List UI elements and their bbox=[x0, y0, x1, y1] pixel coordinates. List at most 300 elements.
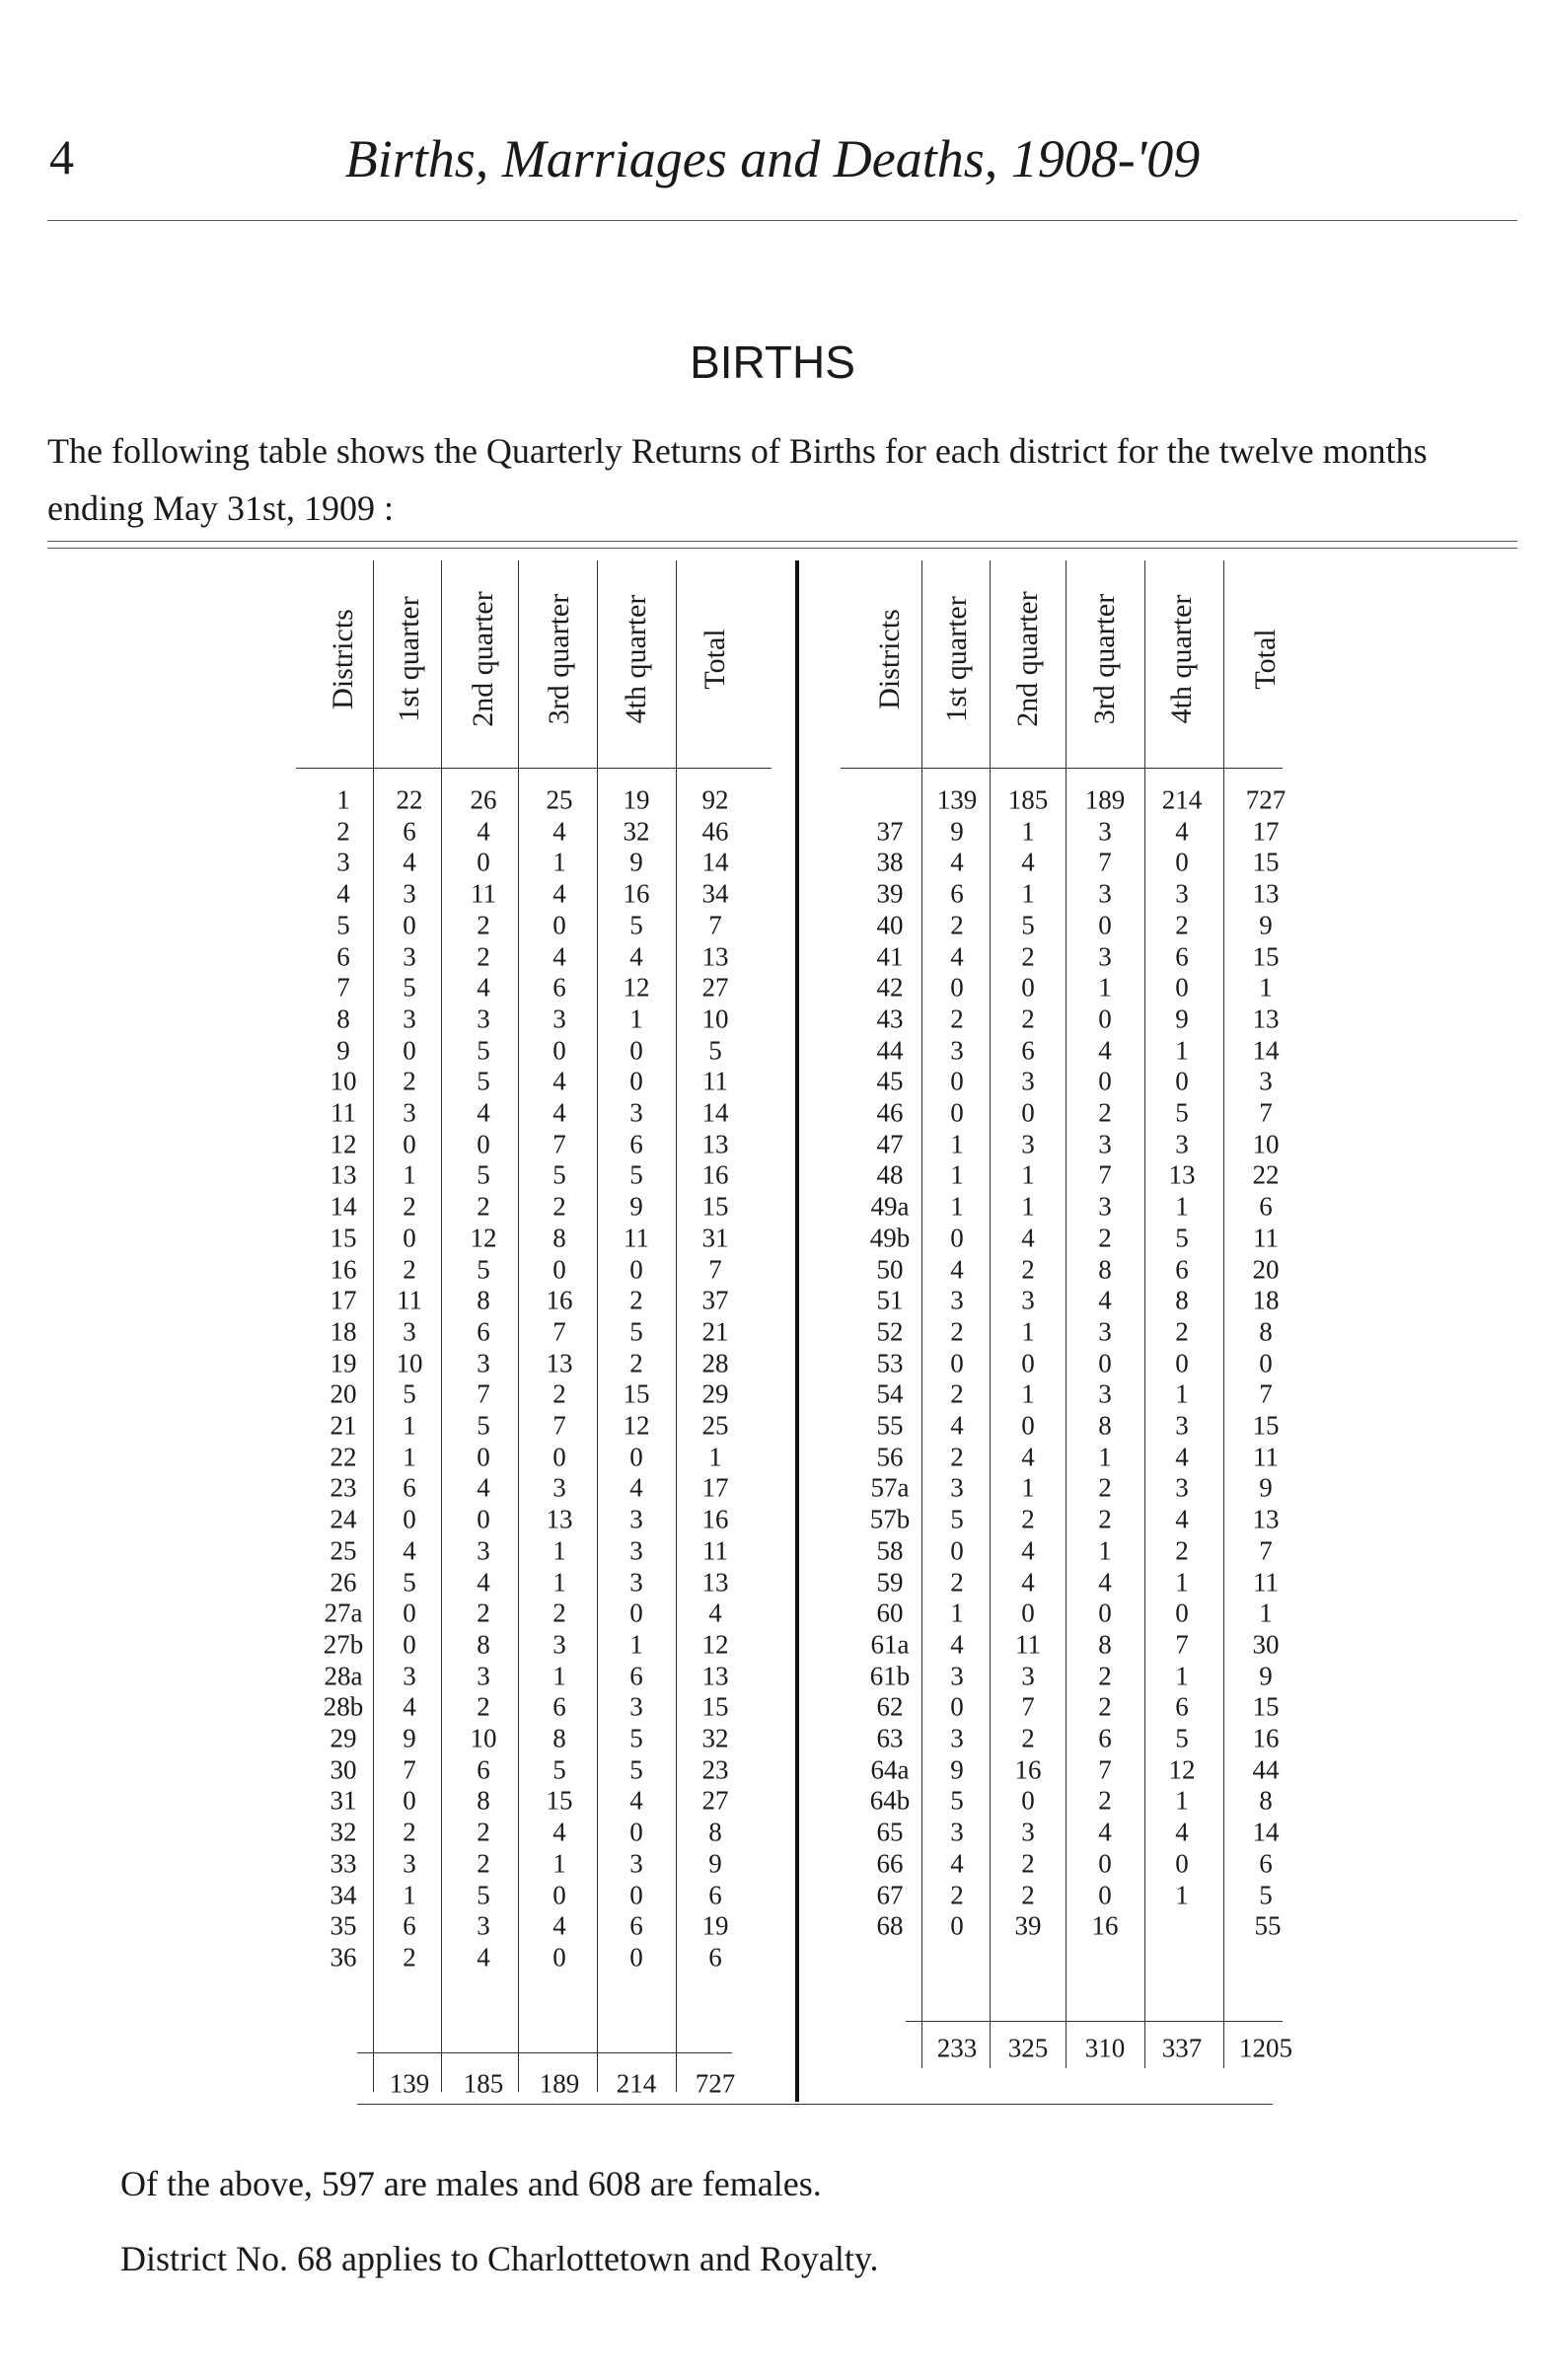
table-cell: 3 bbox=[950, 1723, 964, 1753]
table-cell: 8 bbox=[1098, 1410, 1112, 1441]
table-cell: 0 bbox=[1021, 1410, 1035, 1441]
table-cell: 8 bbox=[1259, 1316, 1273, 1347]
column-total: 185 bbox=[463, 2068, 504, 2099]
table-cell: 44 bbox=[1252, 1754, 1280, 1785]
table-cell: 3 bbox=[403, 941, 416, 971]
table-cell: 31 bbox=[701, 1223, 729, 1253]
district-label: 4 bbox=[336, 878, 350, 909]
column-divider bbox=[441, 560, 442, 2092]
table-cell: 0 bbox=[403, 1223, 416, 1253]
table-cell: 16 bbox=[546, 1285, 573, 1315]
table-cell: 0 bbox=[1021, 972, 1035, 1003]
district-label: 28a bbox=[324, 1661, 363, 1691]
table-cell: 0 bbox=[1175, 847, 1189, 877]
table-cell: 6 bbox=[477, 1754, 490, 1785]
table-cell: 4 bbox=[1021, 847, 1035, 877]
table-cell: 6 bbox=[552, 1691, 566, 1722]
table-cell: 4 bbox=[403, 847, 416, 877]
table-cell: 5 bbox=[477, 1410, 490, 1441]
table-cell: 10 bbox=[701, 1004, 729, 1034]
district-label: 50 bbox=[876, 1254, 904, 1284]
table-cell: 7 bbox=[1259, 1378, 1273, 1409]
table-cell: 13 bbox=[701, 1567, 729, 1597]
district-label: 38 bbox=[876, 847, 904, 877]
table-cell: 13 bbox=[546, 1504, 573, 1534]
district-label: 8 bbox=[336, 1004, 350, 1034]
table-cell: 2 bbox=[477, 1191, 490, 1222]
table-cell: 1 bbox=[950, 1598, 964, 1628]
district-label: 52 bbox=[876, 1316, 904, 1347]
table-cell: 0 bbox=[950, 1097, 964, 1128]
table-cell: 2 bbox=[1021, 1504, 1035, 1534]
district-label: 16 bbox=[330, 1254, 357, 1284]
table-cell: 0 bbox=[950, 972, 964, 1003]
table-cell: 1 bbox=[1259, 1598, 1273, 1628]
table-cell: 21 bbox=[701, 1316, 729, 1347]
district-label: 2 bbox=[336, 816, 350, 847]
district-label: 59 bbox=[876, 1567, 904, 1597]
district-label: 32 bbox=[330, 1817, 357, 1847]
table-cell: 4 bbox=[950, 1254, 964, 1284]
table-cell: 3 bbox=[403, 1661, 416, 1691]
table-cell: 13 bbox=[546, 1348, 573, 1378]
district-label: 57b bbox=[869, 1504, 911, 1534]
table-cell: 11 bbox=[471, 878, 496, 909]
table-cell: 4 bbox=[477, 972, 490, 1003]
table-cell: 0 bbox=[552, 1880, 566, 1909]
table-cell: 4 bbox=[1098, 1035, 1112, 1066]
table-cell: 14 bbox=[701, 847, 729, 877]
district-label: 63 bbox=[876, 1723, 904, 1753]
table-cell: 1 bbox=[950, 1159, 964, 1190]
table-cell: 2 bbox=[477, 1691, 490, 1722]
column-header-left: 2nd quarter bbox=[467, 591, 499, 727]
table-cell: 0 bbox=[403, 910, 416, 940]
table-cell: 5 bbox=[629, 1316, 643, 1347]
table-cell: 1 bbox=[1098, 1535, 1112, 1566]
table-cell: 16 bbox=[1091, 1910, 1119, 1941]
table-cell: 4 bbox=[950, 941, 964, 971]
table-cell: 0 bbox=[629, 1942, 643, 1972]
table-cell: 3 bbox=[552, 1629, 566, 1660]
table-cell: 13 bbox=[1252, 878, 1280, 909]
district-label: 21 bbox=[330, 1410, 357, 1441]
table-cell: 3 bbox=[1098, 941, 1112, 971]
table-cell: 3 bbox=[1021, 1066, 1035, 1096]
table-cell: 5 bbox=[477, 1159, 490, 1190]
table-cell: 2 bbox=[950, 1316, 964, 1347]
table-cell: 14 bbox=[1252, 1817, 1280, 1847]
table-cell: 23 bbox=[701, 1754, 729, 1785]
table-cell: 1 bbox=[403, 1442, 416, 1472]
table-cell: 1 bbox=[1021, 878, 1035, 909]
column-divider bbox=[518, 560, 519, 2092]
table-cell: 3 bbox=[1098, 1191, 1112, 1222]
totals-rule-left bbox=[357, 2052, 732, 2053]
table-cell: 8 bbox=[477, 1285, 490, 1315]
table-cell: 0 bbox=[629, 1254, 643, 1284]
district-label: 5 bbox=[336, 910, 350, 940]
table-cell: 2 bbox=[403, 1817, 416, 1847]
table-cell: 0 bbox=[950, 1691, 964, 1722]
table-cell: 3 bbox=[1098, 1129, 1112, 1159]
district-label: 49a bbox=[870, 1191, 910, 1222]
table-cell: 3 bbox=[477, 1535, 490, 1566]
table-cell: 0 bbox=[477, 1442, 490, 1472]
district-label: 40 bbox=[876, 910, 904, 940]
column-divider bbox=[1066, 560, 1067, 2068]
table-cell: 6 bbox=[629, 1661, 643, 1691]
table-cell: 8 bbox=[708, 1817, 722, 1847]
column-header-left: Districts bbox=[327, 609, 359, 709]
district-label: 49b bbox=[869, 1223, 911, 1253]
table-cell: 22 bbox=[1252, 1159, 1280, 1190]
column-total: 325 bbox=[1007, 2033, 1049, 2063]
table-cell: 9 bbox=[950, 816, 964, 847]
table-cell: 15 bbox=[1252, 847, 1280, 877]
district-label: 3 bbox=[336, 847, 350, 877]
district-label: 43 bbox=[876, 1004, 904, 1034]
table-cell: 1 bbox=[1021, 1472, 1035, 1503]
table-cell: 4 bbox=[403, 1691, 416, 1722]
table-cell: 11 bbox=[702, 1535, 728, 1566]
center-divider bbox=[795, 560, 799, 2102]
table-cell: 9 bbox=[1259, 1472, 1273, 1503]
table-cell: 9 bbox=[950, 1754, 964, 1785]
district-label: 1 bbox=[336, 784, 350, 815]
district-label: 46 bbox=[876, 1097, 904, 1128]
table-cell: 2 bbox=[403, 1942, 416, 1972]
table-cell: 2 bbox=[552, 1191, 566, 1222]
table-cell: 19 bbox=[701, 1910, 729, 1941]
district-label: 41 bbox=[876, 941, 904, 971]
table-cell: 15 bbox=[1252, 941, 1280, 971]
district-label: 64a bbox=[870, 1754, 910, 1785]
table-cell: 0 bbox=[1098, 1880, 1112, 1909]
table-cell: 0 bbox=[1098, 1598, 1112, 1628]
district-label: 6 bbox=[336, 941, 350, 971]
table-cell: 15 bbox=[546, 1785, 573, 1816]
table-cell: 6 bbox=[708, 1880, 722, 1909]
table-cell: 9 bbox=[403, 1723, 416, 1753]
table-cell: 2 bbox=[1021, 941, 1035, 971]
table-cell: 0 bbox=[629, 1598, 643, 1628]
table-cell: 8 bbox=[1175, 1285, 1189, 1315]
table-cell: 11 bbox=[1253, 1223, 1279, 1253]
table-cell: 5 bbox=[1259, 1880, 1273, 1909]
district-label: 17 bbox=[330, 1285, 357, 1315]
table-cell: 4 bbox=[552, 941, 566, 971]
table-cell: 0 bbox=[1098, 1348, 1112, 1378]
table-cell: 6 bbox=[1259, 1848, 1273, 1879]
table-cell: 13 bbox=[701, 1661, 729, 1691]
table-cell: 13 bbox=[701, 941, 729, 971]
table-cell: 8 bbox=[552, 1723, 566, 1753]
table-cell: 11 bbox=[397, 1285, 422, 1315]
table-cell: 15 bbox=[623, 1378, 650, 1409]
table-cell: 26 bbox=[470, 784, 497, 815]
district-label: 26 bbox=[330, 1567, 357, 1597]
district-label: 53 bbox=[876, 1348, 904, 1378]
table-cell: 4 bbox=[629, 1472, 643, 1503]
table-cell: 13 bbox=[1252, 1504, 1280, 1534]
table-cell: 727 bbox=[1245, 784, 1287, 815]
district-label: 48 bbox=[876, 1159, 904, 1190]
table-cell: 1 bbox=[1021, 1316, 1035, 1347]
table-cell: 29 bbox=[701, 1378, 729, 1409]
district-label: 20 bbox=[330, 1378, 357, 1409]
district-label: 61a bbox=[870, 1629, 910, 1660]
table-cell: 5 bbox=[950, 1785, 964, 1816]
table-cell: 6 bbox=[629, 1910, 643, 1941]
table-cell: 0 bbox=[552, 1254, 566, 1284]
table-cell: 10 bbox=[396, 1348, 423, 1378]
table-cell: 2 bbox=[1175, 1316, 1189, 1347]
table-cell: 2 bbox=[1098, 1785, 1112, 1816]
table-cell: 0 bbox=[1098, 1004, 1112, 1034]
table-cell: 8 bbox=[552, 1223, 566, 1253]
table-cell: 7 bbox=[552, 1316, 566, 1347]
table-cell: 0 bbox=[950, 1535, 964, 1566]
table-cell: 4 bbox=[403, 1535, 416, 1566]
table-cell: 3 bbox=[1098, 816, 1112, 847]
table-cell: 1 bbox=[1175, 1785, 1189, 1816]
running-head: Births, Marriages and Deaths, 1908-'09 bbox=[344, 129, 1201, 188]
table-cell: 1 bbox=[1175, 1035, 1189, 1066]
district-label: 47 bbox=[876, 1129, 904, 1159]
table-cell: 0 bbox=[403, 1504, 416, 1534]
table-cell: 2 bbox=[477, 941, 490, 971]
district-label: 28b bbox=[323, 1691, 364, 1722]
district-label: 14 bbox=[330, 1191, 357, 1222]
column-header-left: 3rd quarter bbox=[543, 593, 575, 725]
column-total: 139 bbox=[389, 2068, 430, 2099]
table-cell: 10 bbox=[470, 1723, 497, 1753]
table-cell: 0 bbox=[552, 1942, 566, 1972]
district-label: 31 bbox=[330, 1785, 357, 1816]
table-cell: 13 bbox=[1252, 1004, 1280, 1034]
note-district-68: District No. 68 applies to Charlottetown and Royalty. bbox=[120, 2239, 879, 2278]
table-cell: 5 bbox=[403, 1567, 416, 1597]
table-cell: 0 bbox=[403, 1785, 416, 1816]
table-cell: 3 bbox=[1175, 1129, 1189, 1159]
table-cell: 16 bbox=[623, 878, 650, 909]
table-cell: 3 bbox=[629, 1535, 643, 1566]
table-cell: 0 bbox=[552, 1442, 566, 1472]
table-cell: 2 bbox=[1098, 1223, 1112, 1253]
table-cell: 4 bbox=[950, 847, 964, 877]
table-cell: 0 bbox=[1175, 1848, 1189, 1879]
table-cell: 1 bbox=[1175, 1567, 1189, 1597]
table-cell: 4 bbox=[1021, 1223, 1035, 1253]
column-divider bbox=[597, 560, 598, 2092]
table-cell: 3 bbox=[1021, 1661, 1035, 1691]
table-cell: 14 bbox=[1252, 1035, 1280, 1066]
table-cell: 5 bbox=[403, 1378, 416, 1409]
table-cell: 4 bbox=[1021, 1567, 1035, 1597]
table-cell: 2 bbox=[477, 1817, 490, 1847]
table-cell: 0 bbox=[1021, 1097, 1035, 1128]
table-cell: 3 bbox=[552, 1004, 566, 1034]
table-cell: 6 bbox=[1175, 1691, 1189, 1722]
district-label: 65 bbox=[876, 1817, 904, 1847]
table-cell: 5 bbox=[629, 910, 643, 940]
table-cell: 2 bbox=[1098, 1097, 1112, 1128]
table-cell: 7 bbox=[403, 1754, 416, 1785]
table-cell: 6 bbox=[552, 972, 566, 1003]
district-label: 25 bbox=[330, 1535, 357, 1566]
table-cell: 37 bbox=[701, 1285, 729, 1315]
district-label: 24 bbox=[330, 1504, 357, 1534]
table-cell: 0 bbox=[629, 1066, 643, 1096]
table-cell: 7 bbox=[1098, 1754, 1112, 1785]
district-label: 64b bbox=[869, 1785, 911, 1816]
district-label: 19 bbox=[330, 1348, 357, 1378]
table-cell: 7 bbox=[1098, 847, 1112, 877]
table-cell: 7 bbox=[1098, 1159, 1112, 1190]
table-cell: 4 bbox=[1175, 1817, 1189, 1847]
table-cell: 0 bbox=[1175, 1598, 1189, 1628]
table-cell: 2 bbox=[629, 1285, 643, 1315]
table-cell: 7 bbox=[1259, 1097, 1273, 1128]
table-cell: 3 bbox=[403, 1848, 416, 1879]
table-cell: 4 bbox=[477, 816, 490, 847]
column-total: 727 bbox=[695, 2068, 736, 2099]
table-cell: 4 bbox=[477, 1472, 490, 1503]
district-label: 22 bbox=[330, 1442, 357, 1472]
column-header-left: Total bbox=[699, 629, 731, 690]
district-label: 15 bbox=[330, 1223, 357, 1253]
table-cell: 0 bbox=[403, 1629, 416, 1660]
column-total: 310 bbox=[1084, 2033, 1126, 2063]
table-cell: 2 bbox=[477, 1848, 490, 1879]
table-cell: 3 bbox=[477, 1661, 490, 1691]
table-cell: 3 bbox=[1021, 1817, 1035, 1847]
table-cell: 3 bbox=[629, 1097, 643, 1128]
table-cell: 0 bbox=[1021, 1598, 1035, 1628]
table-cell: 0 bbox=[1175, 972, 1189, 1003]
table-cell: 2 bbox=[1098, 1472, 1112, 1503]
table-cell: 3 bbox=[552, 1472, 566, 1503]
table-cell: 6 bbox=[477, 1316, 490, 1347]
table-cell: 2 bbox=[477, 1598, 490, 1628]
district-label: 39 bbox=[876, 878, 904, 909]
table-cell: 4 bbox=[950, 1629, 964, 1660]
table-cell: 2 bbox=[950, 1880, 964, 1909]
table-cell: 28 bbox=[701, 1348, 729, 1378]
table-cell: 1 bbox=[552, 1535, 566, 1566]
table-cell: 0 bbox=[552, 1035, 566, 1066]
table-cell: 1 bbox=[1021, 816, 1035, 847]
table-cell: 92 bbox=[701, 784, 729, 815]
table-cell: 8 bbox=[1098, 1629, 1112, 1660]
table-cell: 1 bbox=[1021, 1159, 1035, 1190]
table-cell: 5 bbox=[629, 1754, 643, 1785]
table-cell: 3 bbox=[403, 1316, 416, 1347]
table-cell: 7 bbox=[552, 1410, 566, 1441]
table-cell: 5 bbox=[552, 1159, 566, 1190]
table-cell: 0 bbox=[403, 1035, 416, 1066]
district-label: 68 bbox=[876, 1910, 904, 1941]
table-cell: 0 bbox=[403, 1598, 416, 1628]
table-cell: 46 bbox=[701, 816, 729, 847]
table-cell: 7 bbox=[477, 1378, 490, 1409]
table-cell: 32 bbox=[701, 1723, 729, 1753]
table-cell: 5 bbox=[477, 1066, 490, 1096]
table-cell: 0 bbox=[950, 1066, 964, 1096]
table-cell: 2 bbox=[403, 1066, 416, 1096]
column-header-left: 1st quarter bbox=[393, 596, 425, 722]
table-cell: 34 bbox=[701, 878, 729, 909]
district-label: 66 bbox=[876, 1848, 904, 1879]
table-cell: 2 bbox=[1021, 1848, 1035, 1879]
table-cell: 0 bbox=[950, 1910, 964, 1941]
table-cell: 0 bbox=[1098, 910, 1112, 940]
table-cell: 0 bbox=[1175, 1066, 1189, 1096]
header-underline-right bbox=[841, 768, 1283, 769]
table-cell: 32 bbox=[623, 816, 650, 847]
table-cell: 3 bbox=[1259, 1066, 1273, 1096]
table-cell: 20 bbox=[1252, 1254, 1280, 1284]
table-cell: 0 bbox=[1098, 1066, 1112, 1096]
table-cell: 0 bbox=[1259, 1348, 1273, 1378]
table-cell: 6 bbox=[1259, 1191, 1273, 1222]
table-cell: 0 bbox=[629, 1817, 643, 1847]
table-cell: 3 bbox=[477, 1348, 490, 1378]
table-cell: 27 bbox=[701, 1785, 729, 1816]
table-cell: 6 bbox=[403, 816, 416, 847]
column-header-right: 2nd quarter bbox=[1011, 591, 1044, 727]
column-total: 189 bbox=[539, 2068, 580, 2099]
table-cell: 3 bbox=[1175, 1472, 1189, 1503]
district-label: 54 bbox=[876, 1378, 904, 1409]
table-cell: 3 bbox=[950, 1472, 964, 1503]
table-bottom-rule bbox=[357, 2104, 1273, 2105]
table-cell: 5 bbox=[1175, 1223, 1189, 1253]
table-cell: 0 bbox=[477, 847, 490, 877]
table-cell: 4 bbox=[950, 1410, 964, 1441]
table-cell: 2 bbox=[1098, 1661, 1112, 1691]
table-cell: 5 bbox=[403, 972, 416, 1003]
district-label: 35 bbox=[330, 1910, 357, 1941]
table-cell: 2 bbox=[629, 1348, 643, 1378]
table-cell: 189 bbox=[1084, 784, 1126, 815]
table-cell: 1 bbox=[1175, 1880, 1189, 1909]
table-cell: 1 bbox=[1175, 1378, 1189, 1409]
table-cell: 16 bbox=[701, 1159, 729, 1190]
table-cell: 3 bbox=[1175, 1410, 1189, 1441]
district-label: 45 bbox=[876, 1066, 904, 1096]
table-cell: 1 bbox=[552, 847, 566, 877]
table-cell: 2 bbox=[1021, 1004, 1035, 1034]
table-cell: 5 bbox=[629, 1723, 643, 1753]
table-cell: 6 bbox=[950, 878, 964, 909]
table-cell: 25 bbox=[546, 784, 573, 815]
table-cell: 11 bbox=[1253, 1567, 1279, 1597]
table-cell: 2 bbox=[552, 1378, 566, 1409]
table-cell: 10 bbox=[1252, 1129, 1280, 1159]
column-header-left: 4th quarter bbox=[620, 594, 652, 724]
table-cell: 3 bbox=[1021, 1129, 1035, 1159]
table-cell: 15 bbox=[1252, 1410, 1280, 1441]
table-cell: 12 bbox=[623, 1410, 650, 1441]
column-divider bbox=[921, 560, 922, 2068]
table-cell: 0 bbox=[552, 910, 566, 940]
table-cell: 7 bbox=[552, 1129, 566, 1159]
header-underline-left bbox=[296, 768, 772, 769]
table-cell: 22 bbox=[396, 784, 423, 815]
table-cell: 1 bbox=[708, 1442, 722, 1472]
